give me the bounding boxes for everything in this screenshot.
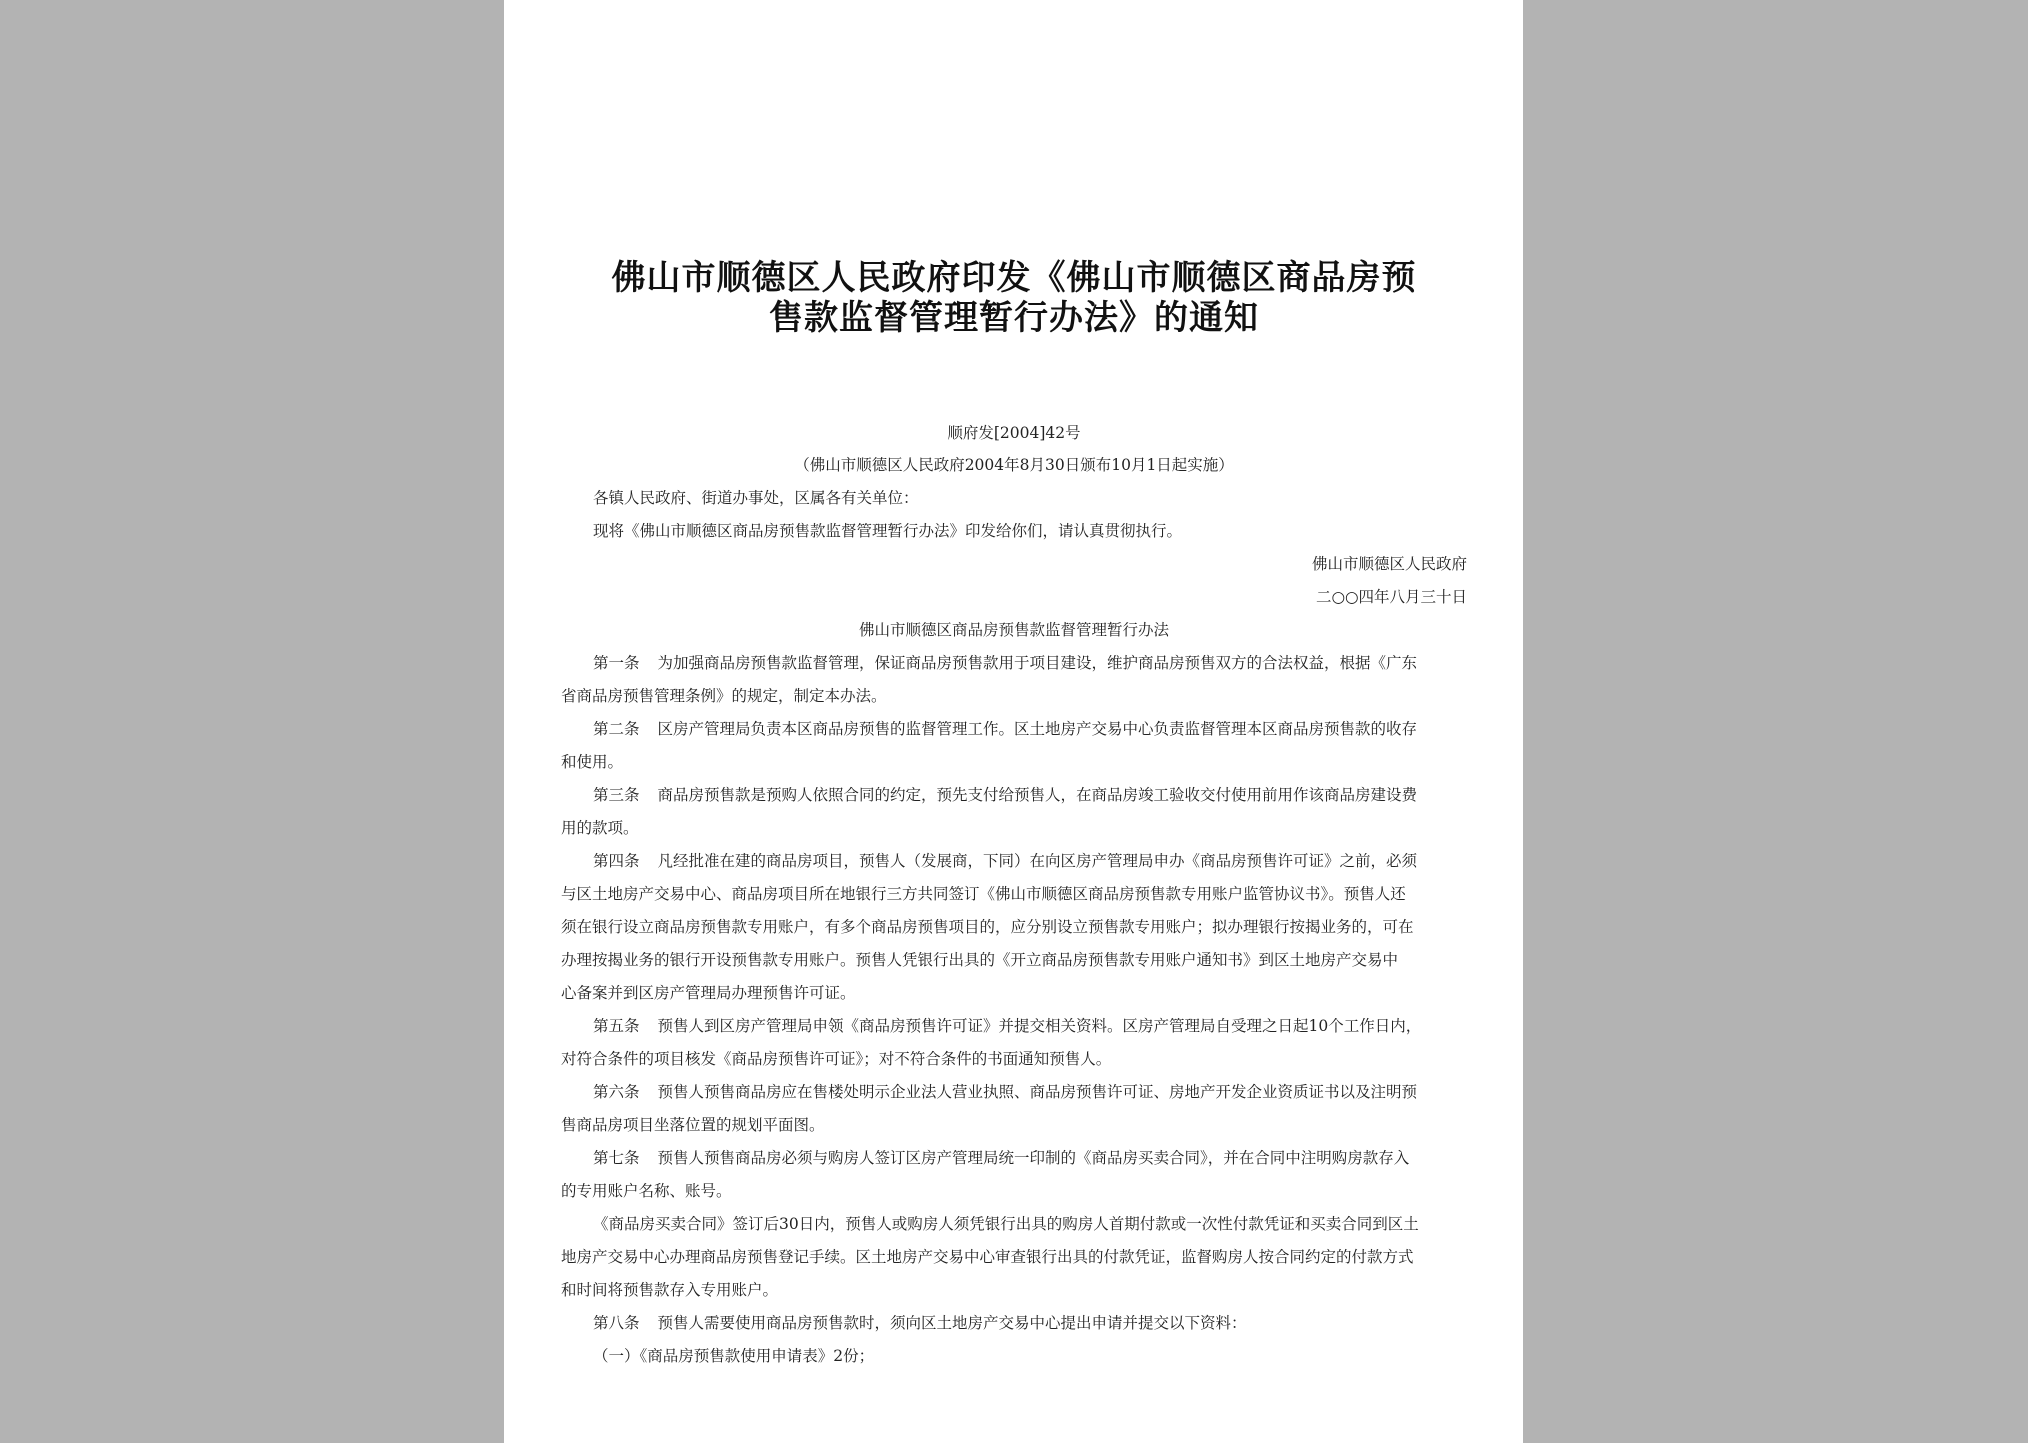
body-line bbox=[593, 653, 1417, 673]
body-line bbox=[561, 1247, 1414, 1267]
article-number: 第七条 bbox=[593, 1149, 640, 1167]
line-text: 和时间将预售款存入专用账户。 bbox=[561, 1281, 779, 1299]
line-text: （一）《商品房预售款使用申请表》2份； bbox=[593, 1347, 875, 1365]
line-text: 区房产管理局负责本区商品房预售的监督管理工作。区土地房产交易中心负责监督管理本区商品房预售款的收存 bbox=[657, 720, 1418, 738]
body-line bbox=[561, 1280, 778, 1300]
line-text: 预售人预售商品房必须与购房人签订区房产管理局统一印制的《商品房买卖合同》，并在合同中注明购房款存入 bbox=[657, 1149, 1410, 1167]
document-page bbox=[504, 0, 1523, 1443]
page-title bbox=[584, 258, 1444, 338]
subtitle: 佛山市顺德区商品房预售款监督管理暂行办法 bbox=[858, 621, 1169, 639]
title-line-2: 售款监督管理暂行办法》的通知 bbox=[769, 298, 1259, 338]
body-line bbox=[561, 686, 887, 706]
body-intro: 现将《佛山市顺德区商品房预售款监督管理暂行办法》印发给你们，请认真贯彻执行。 bbox=[593, 522, 1183, 540]
body-line bbox=[561, 1115, 825, 1135]
line-text: 的专用账户名称、账号。 bbox=[561, 1182, 732, 1200]
body-line bbox=[593, 1214, 1419, 1234]
line-text: 售商品房项目坐落位置的规划平面图。 bbox=[561, 1116, 825, 1134]
article-number: 第四条 bbox=[593, 852, 640, 870]
signature-date: 二○○四年八月三十日 bbox=[1315, 588, 1467, 606]
line-text: 《商品房买卖合同》签订后30日内，预售人或购房人须凭银行出具的购房人首期付款或一次性付款凭证和买卖合同到区土 bbox=[593, 1215, 1419, 1233]
body-line bbox=[593, 1313, 1247, 1333]
line-text: 省商品房预售管理条例》的规定，制定本办法。 bbox=[561, 687, 887, 705]
addressee: 各镇人民政府、街道办事处，区属各有关单位： bbox=[593, 489, 919, 507]
body-line bbox=[561, 818, 639, 838]
line-text: 与区土地房产交易中心、商品房项目所在地银行三方共同签订《佛山市顺德区商品房预售款专用账户监管协议书》。预售人还 bbox=[561, 885, 1406, 903]
doc-number: 顺府发[2004]42号 bbox=[947, 424, 1081, 442]
article-number: 第五条 bbox=[593, 1017, 640, 1035]
body-line bbox=[593, 1082, 1417, 1102]
title-line-1: 佛山市顺德区人民政府印发《佛山市顺德区商品房预 bbox=[611, 258, 1417, 298]
body-line bbox=[593, 719, 1417, 739]
article-number: 第一条 bbox=[593, 654, 640, 672]
body-line bbox=[561, 983, 856, 1003]
line-text: 心备案并到区房产管理局办理预售许可证。 bbox=[561, 984, 856, 1002]
line-text: 为加强商品房预售款监督管理，保证商品房预售款用于项目建设，维护商品房预售双方的合法权益，根据《广东 bbox=[657, 654, 1418, 672]
body-line bbox=[561, 1049, 1111, 1069]
body-line bbox=[593, 1016, 1421, 1036]
article-number: 第二条 bbox=[593, 720, 640, 738]
line-text: 预售人到区房产管理局申领《商品房预售许可证》并提交相关资料。区房产管理局自受理之日起10个工作日内， bbox=[657, 1017, 1422, 1035]
line-text: 用的款项。 bbox=[561, 819, 639, 837]
body-line bbox=[593, 1148, 1409, 1168]
line-text: 地房产交易中心办理商品房预售登记手续。区土地房产交易中心审查银行出具的付款凭证，监督购房人按合同约定的付款方式 bbox=[561, 1248, 1414, 1266]
line-text: 凡经批准在建的商品房项目，预售人（发展商，下同）在向区房产管理局申办《商品房预售许可证》之前，必须 bbox=[657, 852, 1418, 870]
body-line bbox=[561, 1181, 732, 1201]
line-text: 须在银行设立商品房预售款专用账户，有多个商品房预售项目的，应分别设立预售款专用账户；拟办理银行按揭业务的，可在 bbox=[561, 918, 1414, 936]
body-line bbox=[561, 752, 623, 772]
signature-org: 佛山市顺德区人民政府 bbox=[1311, 555, 1467, 573]
line-text: 对符合条件的项目核发《商品房预售许可证》；对不符合条件的书面通知预售人。 bbox=[561, 1050, 1112, 1068]
body-line bbox=[593, 1346, 874, 1366]
article-number: 第三条 bbox=[593, 786, 640, 804]
line-text: 预售人预售商品房应在售楼处明示企业法人营业执照、商品房预售许可证、房地产开发企业资质证书以及注明预 bbox=[657, 1083, 1418, 1101]
line-text: 办理按揭业务的银行开设预售款专用账户。预售人凭银行出具的《开立商品房预售款专用账户通知书》到区土地房产交易中 bbox=[561, 951, 1399, 969]
body-line bbox=[561, 950, 1398, 970]
body-line bbox=[593, 785, 1417, 805]
body-line bbox=[561, 884, 1406, 904]
article-number: 第八条 bbox=[593, 1314, 640, 1332]
line-text: 预售人需要使用商品房预售款时，须向区土地房产交易中心提出申请并提交以下资料： bbox=[657, 1314, 1247, 1332]
body-line bbox=[593, 851, 1417, 871]
line-text: 商品房预售款是预购人依照合同的约定，预先支付给预售人，在商品房竣工验收交付使用前用作该商品房建设费 bbox=[657, 786, 1418, 804]
article-number: 第六条 bbox=[593, 1083, 640, 1101]
body-line bbox=[561, 917, 1414, 937]
line-text: 和使用。 bbox=[561, 753, 624, 771]
issue-note: （佛山市顺德区人民政府2004年8月30日颁布10月1日起实施） bbox=[794, 456, 1234, 474]
